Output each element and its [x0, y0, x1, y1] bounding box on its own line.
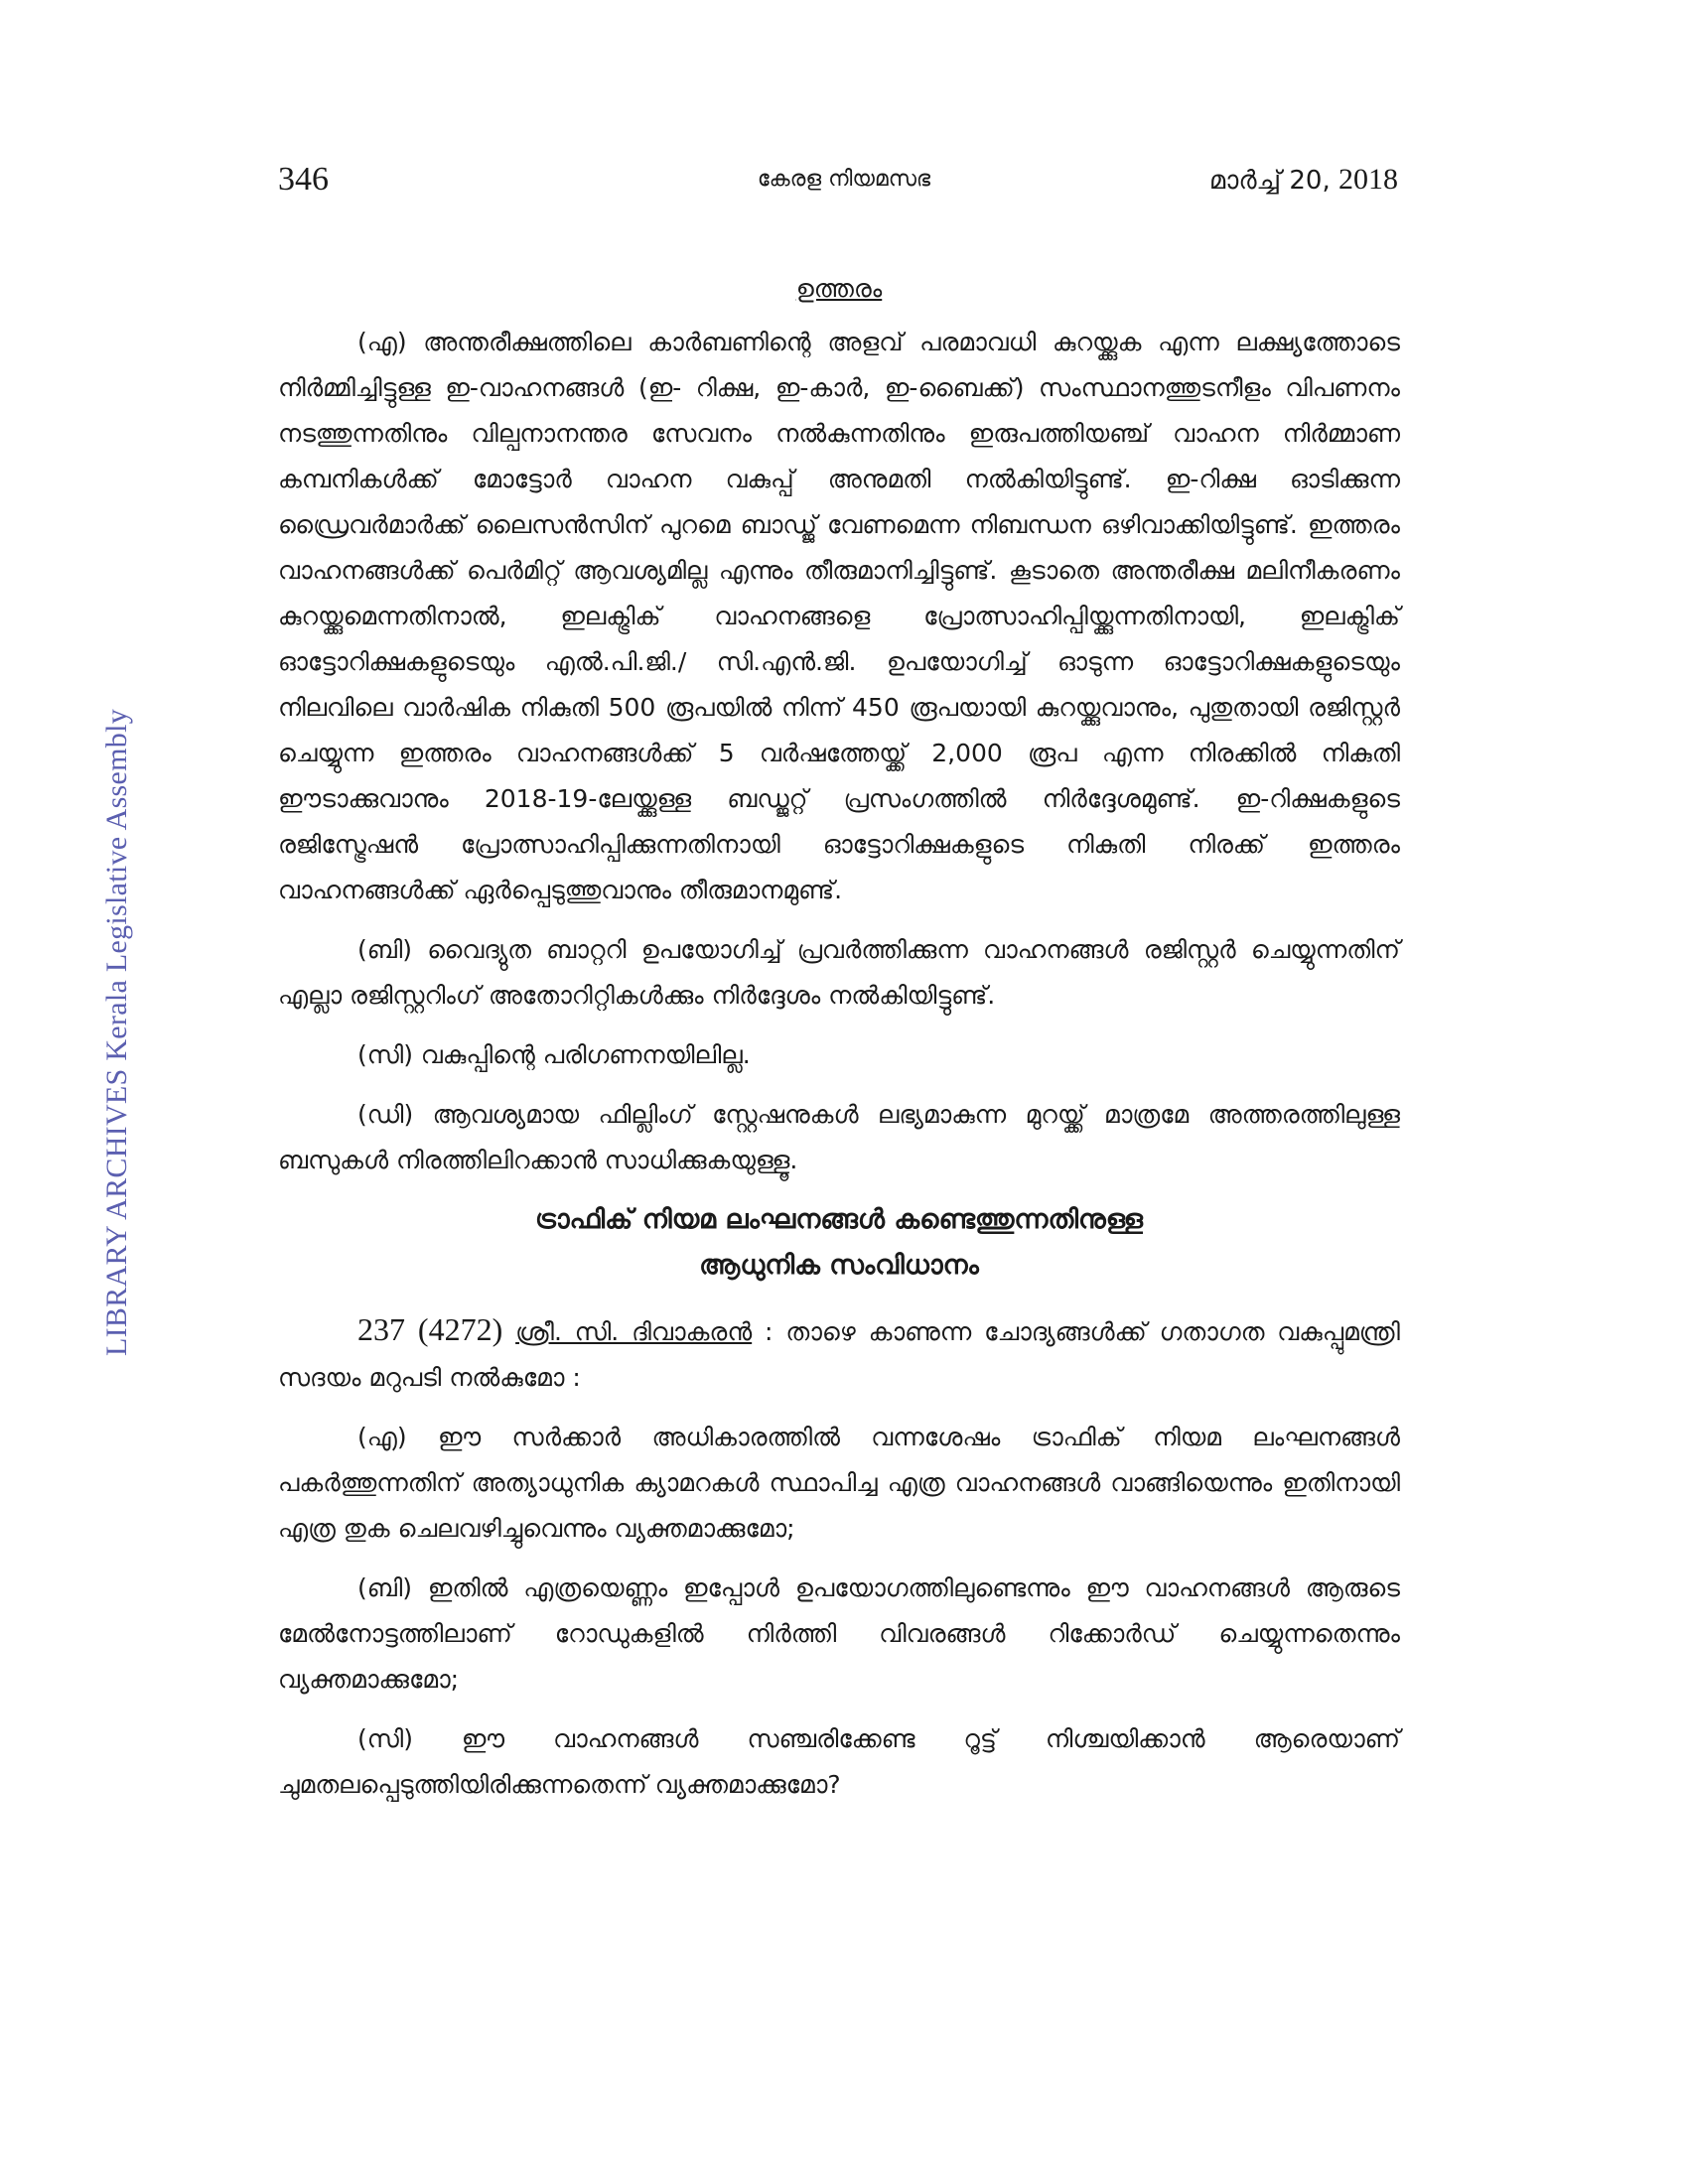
library-watermark: LIBRARY ARCHIVES Kerala Legislative Assembly — [100, 708, 133, 1357]
date-year: 2018 — [1338, 163, 1398, 196]
question-number: 237 (4272) — [357, 1311, 503, 1347]
page-date — [1209, 163, 1398, 197]
answer-heading: ഉത്തരം — [795, 274, 883, 303]
question-heading — [278, 1197, 1400, 1289]
question-item-b: (ബി) ഇതിൽ എത്രയെണ്ണം ഇപ്പോൾ ഉപയോഗത്തിലുണ്ടെന്നും ഈ വാഹനങ്ങൾ ആരുടെ മേൽനോട്ടത്തിലാണ് റോഡുകളിൽ നിർത്തി വിവരങ്ങൾ റിക്കോർഡ് ചെയ്യുന്നതെന്നും വ്യക്തമാക്കുമോ; — [278, 1573, 1400, 1694]
document-body — [278, 266, 1400, 1822]
answer-para-d: (ഡി) ആവശ്യമായ ഫില്ലിംഗ് സ്റ്റേഷനുകൾ ലഭ്യമാകുന്ന മുറയ്ക്ക് മാത്രമേ അത്തരത്തിലുള്ള ബസുകൾ നിരത്തിലിറക്കാൻ സാധിക്കുകയുള്ളൂ. — [278, 1100, 1400, 1174]
answer-para-b: (ബി) വൈദ്യുത ബാറ്ററി ഉപയോഗിച്ച് പ്രവർത്തിക്കുന്ന വാഹനങ്ങൾ രജിസ്റ്റർ ചെയ്യുന്നതിന് എല്ലാ രജിസ്റ്ററിംഗ് അതോറിറ്റികൾക്കും നിർദ്ദേശം നൽകിയിട്ടുണ്ട്. — [278, 935, 1400, 1010]
question-item-a: (എ) ഈ സർക്കാർ അധികാരത്തിൽ വന്നശേഷം ട്രാഫിക് നിയമ ലംഘനങ്ങൾ പകർത്തുന്നതിന് അത്യാധുനിക ക്യാമറകൾ സ്ഥാപിച്ച എത്ര വാഹനങ്ങൾ വാങ്ങിയെന്നും ഇതിനായി എത്ര തുക ചെലവഴിച്ചുവെന്നും വ്യക്തമാക്കുമോ; — [278, 1423, 1400, 1543]
member-name: ശ്രീ. സി. ദിവാകരൻ — [515, 1317, 753, 1346]
question-intro — [278, 1306, 1400, 1401]
question-item-c: (സി) ഈ വാഹനങ്ങൾ സഞ്ചരിക്കേണ്ട റൂട്ട് നിശ്ചയിക്കാൻ ആരെയാണ് ചുമതലപ്പെടുത്തിയിരിക്കുന്നതെന്ന് വ്യക്തമാക്കുമോ? — [278, 1724, 1400, 1799]
running-title: കേരള നിയമസഭ — [757, 167, 931, 192]
question-heading-line1: ട്രാഫിക് നിയമ ലംഘനങ്ങൾ കണ്ടെത്തുന്നതിനുള്ള — [535, 1204, 1143, 1235]
question-intro-text: : താഴെ കാണുന്ന ചോദ്യങ്ങൾക്ക് ഗതാഗത വകുപ്പുമന്ത്രി സദയം മറുപടി നൽകുമോ : — [278, 1317, 1400, 1392]
answer-para-a: (എ) അന്തരീക്ഷത്തിലെ കാർബണിന്റെ അളവ് പരമാവധി കുറയ്ക്കുക എന്ന ലക്ഷ്യത്തോടെ നിർമ്മിച്ചിട്ടുള്ള ഇ-വാഹനങ്ങൾ (ഇ- റിക്ഷ, ഇ-കാർ, ഇ-ബൈക്ക്) സംസ്ഥാനത്തുടനീളം വിപണനം നടത്തുന്നതിനും വില്പനാനന്തര സേവനം നൽകുന്നതിനും ഇരുപത്തിയഞ്ച് വാഹന നിർമ്മാണ കമ്പനികൾക്ക് മോട്ടോർ വാഹന വകുപ്പ് അനുമതി നൽകിയിട്ടുണ്ട്. ഇ-റിക്ഷ ഓടിക്കുന്ന ഡ്രൈവർമാർക്ക് ലൈസൻസിന് പുറമെ ബാഡ്ജ് വേണമെന്ന നിബന്ധന ഒഴിവാക്കിയിട്ടുണ്ട്. ഇത്തരം വാഹനങ്ങൾക്ക് പെർമിറ്റ് ആവശ്യമില്ല എന്നും തീരുമാനിച്ചിട്ടുണ്ട്. കൂടാതെ അന്തരീക്ഷ മലിനീകരണം കുറയ്ക്കുമെന്നതിനാൽ, ഇലക്ട്രിക് വാഹനങ്ങളെ പ്രോത്സാഹിപ്പിയ്ക്കുന്നതിനായി, ഇലക്ട്രിക് ഓട്ടോറിക്ഷകളുടെയും എൽ.പി.ജി./ സി.എൻ.ജി. ഉപയോഗിച്ച് ഓടുന്ന ഓട്ടോറിക്ഷകളുടെയും നിലവിലെ വാർഷിക നികുതി 500 രൂപയിൽ നിന്ന് 450 രൂപയായി കുറയ്ക്കുവാനും, പുതുതായി രജിസ്റ്റർ ചെയ്യുന്ന ഇത്തരം വാഹനങ്ങൾക്ക് 5 വർഷത്തേയ്ക്ക് 2,000 രൂപ എന്ന നിരക്കിൽ നികുതി ഈടാക്കുവാനും 2018-19-ലേയ്ക്കുള്ള ബഡ്ജറ്റ് പ്രസംഗത്തിൽ നിർദ്ദേശമുണ്ട്. ഇ-റിക്ഷകളുടെ രജിസ്ട്രേഷൻ പ്രോത്സാഹിപ്പിക്കുന്നതിനായി ഓട്ടോറിക്ഷകളുടെ നികുതി നിരക്ക് ഇത്തരം വാഹനങ്ങൾക്ക് ഏർപ്പെടുത്തുവാനും തീരുമാനമുണ്ട്. — [278, 328, 1400, 904]
question-heading-line2: ആധുനിക സംവിധാനം — [699, 1250, 979, 1281]
page-number: 346 — [278, 161, 329, 198]
date-month: മാർച്ച് 20, — [1208, 166, 1331, 196]
answer-para-c: (സി) വകുപ്പിന്റെ പരിഗണനയിലില്ല. — [357, 1040, 751, 1069]
